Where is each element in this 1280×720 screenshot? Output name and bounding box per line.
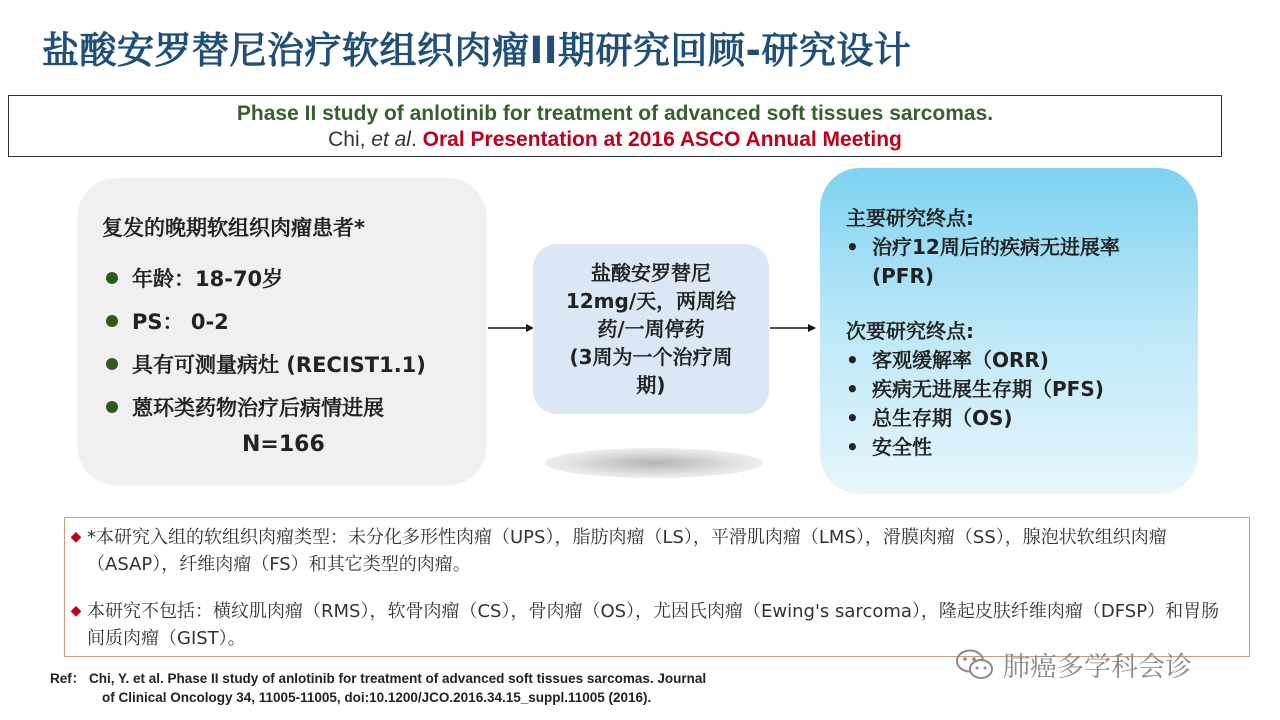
population-box xyxy=(78,178,486,484)
bullet-icon: • xyxy=(846,435,859,459)
criterion-text: 蒽环类药物治疗后病情进展 xyxy=(132,395,384,420)
treatment-line: (3周为一个治疗周 xyxy=(569,345,733,369)
etal: et al xyxy=(371,128,411,151)
criterion-item xyxy=(102,385,486,428)
arrow-right-icon xyxy=(770,320,816,336)
criterion-item xyxy=(102,299,486,342)
footer-line: of Clinical Oncology 34, 11005-11005, doi:10.1200/JCO.2016.34.15_suppl.11005 (2016). xyxy=(102,690,652,705)
endpoint-text: 总生存期（OS) xyxy=(872,406,1013,430)
treatment-line: 12mg/天，两周给 xyxy=(565,289,737,313)
diamond-icon: ◆ xyxy=(70,603,82,619)
watermark xyxy=(955,645,1192,684)
wechat-icon xyxy=(955,648,995,682)
treatment-line: 药/一周停药 xyxy=(597,317,705,341)
secondary-endpoint-item xyxy=(846,404,1198,433)
criterion-item xyxy=(102,256,486,299)
bullet-icon: • xyxy=(846,377,859,401)
presentation: Oral Presentation at 2016 ASCO Annual Meeting xyxy=(422,128,902,151)
treatment-line: 盐酸安罗替尼 xyxy=(591,261,711,285)
treatment-box xyxy=(533,244,769,414)
dot: . xyxy=(410,128,423,151)
bullet-icon xyxy=(106,358,118,370)
treatment-line: 期) xyxy=(636,373,666,397)
endpoint-text: (PFR) xyxy=(872,264,935,288)
criterion-text: 具有可测量病灶 (RECIST1.1) xyxy=(132,352,426,377)
slide-title: 盐酸安罗替尼治疗软组织肉瘤II期研究回顾-研究设计 xyxy=(42,29,912,72)
reference-box xyxy=(8,95,1222,157)
bullet-icon: • xyxy=(846,406,859,430)
secondary-endpoint-item xyxy=(846,346,1198,375)
endpoint-text: 客观缓解率（ORR) xyxy=(872,348,1049,372)
bullet-icon: • xyxy=(846,235,859,259)
secondary-endpoint-heading: 次要研究终点: xyxy=(846,319,974,343)
criterion-text: PS： 0-2 xyxy=(132,309,229,334)
presentation-line xyxy=(9,128,1221,152)
endpoint-text: 治疗12周后的疾病无进展率 xyxy=(872,235,1120,259)
criterion-item xyxy=(102,342,486,385)
note-item xyxy=(65,598,1237,652)
secondary-endpoint-item xyxy=(846,375,1198,404)
diamond-icon: ◆ xyxy=(70,529,82,545)
endpoints-box xyxy=(820,168,1198,494)
endpoint-text: 安全性 xyxy=(872,435,932,459)
notes-box xyxy=(64,517,1250,657)
study-title: Phase II study of anlotinib for treatment of advanced soft tissues sarcomas. xyxy=(236,102,994,125)
bullet-icon xyxy=(106,315,118,327)
bullet-icon: • xyxy=(846,348,859,372)
bullet-icon xyxy=(106,401,118,413)
note-text: 本研究不包括：横纹肌肉瘤（RMS），软骨肉瘤（CS），骨肉瘤（OS），尤因氏肉瘤（Ewing's sarcoma），隆起皮肤纤维肉瘤（DFSP）和胃肠间质肉瘤（GIST）。 xyxy=(87,601,1220,649)
bullet-icon xyxy=(106,272,118,284)
criterion-text: 年龄：18-70岁 xyxy=(132,266,284,291)
primary-endpoint-item xyxy=(846,262,1198,291)
endpoint-text: 疾病无进展生存期（PFS) xyxy=(872,377,1104,401)
sample-size: N=166 xyxy=(242,432,325,457)
footer-line: Ref： Chi, Y. et al. Phase II study of anlotinib for treatment of advanced soft tissues sarcomas. Journal xyxy=(50,671,707,686)
arrow-right-icon xyxy=(488,320,534,336)
watermark-text: 肺癌多学科会诊 xyxy=(1003,652,1192,683)
treatment-box-shadow xyxy=(545,448,763,478)
note-text: *本研究入组的软组织肉瘤类型：未分化多形性肉瘤（UPS），脂肪肉瘤（LS），平滑肌肉瘤（LMS），滑膜肉瘤（SS），腺泡状软组织肉瘤 （ASAP），纤维肉瘤（FS）和其它类型的肉瘤。 xyxy=(87,527,1167,575)
primary-endpoint-heading: 主要研究终点: xyxy=(846,206,974,230)
primary-endpoint-item xyxy=(846,233,1198,262)
population-heading: 复发的晚期软组织肉瘤患者* xyxy=(102,216,365,240)
author: Chi, xyxy=(328,128,372,151)
reference-footer xyxy=(50,669,830,707)
secondary-endpoint-item xyxy=(846,433,1198,462)
note-item xyxy=(65,524,1237,578)
